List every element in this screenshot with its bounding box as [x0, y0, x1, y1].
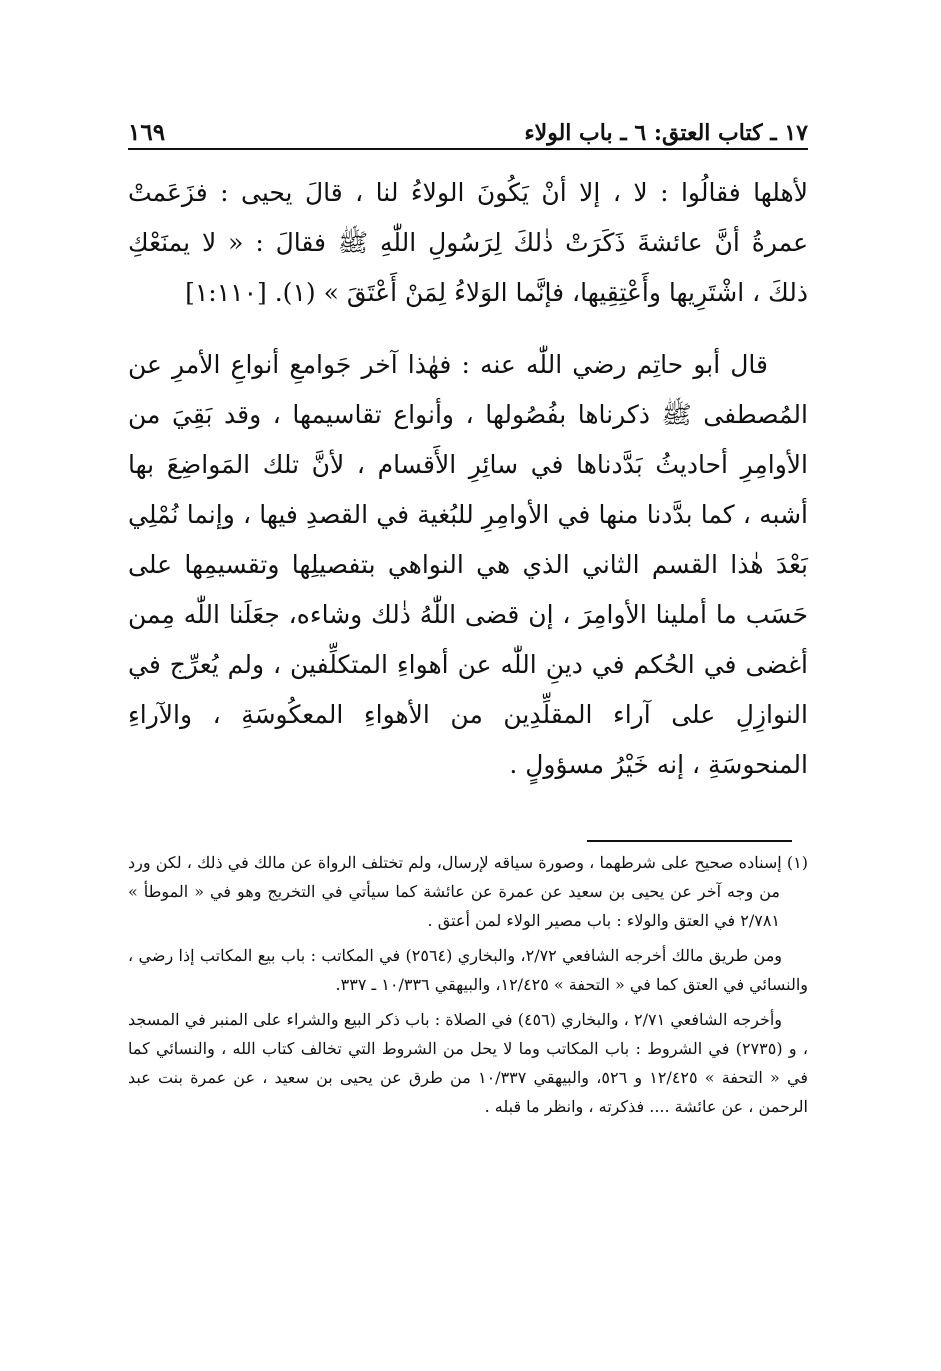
body-paragraph-2: قال أبو حاتِم رضي اللّٰه عنه : فهٰذا آخر جَوامعِ أنواعِ الأمرِ عن المُصطفى ﷺ ذكرناها بفُصُولها ، وأنواع تقاسيمها ، وقد بَقِيَ من الأوامِرِ أحاديثُ بَدَّدناها في سائِرِ الأَقسام ، لأنَّ تلك المَواضِعَ بها أشبه ، كما بدَّدنا منها في الأوامِرِ للبُغية في القصدِ فيها ، وإنما نُمْلِي بَعْدَ هٰذا القسم الثاني الذي هي النواهي بتفصيلِها وتقسيمِها على حَسَب ما أملينا الأوامِرَ ، إن قضى اللّٰهُ ذٰلك وشاءه، جعَلَنا اللّٰه مِمن أغضى في الحُكم في دينِ اللّٰه عن أهواءِ المتكلِّفين ، ولم يُعرِّج في النوازِلِ على آراء المقلِّدِين من الأهواءِ المعكُوسَةِ ، والآراءِ المنحوسَةِ ، إنه خَيْرُ مسؤولٍ . — [128, 350, 808, 779]
footnote-separator — [587, 840, 792, 842]
main-text — [128, 168, 808, 790]
header-rule — [128, 148, 808, 150]
footnotes — [128, 848, 808, 1121]
footnote-1-continuation-2: وأخرجه الشافعي ٢/٧١ ، والبخاري (٤٥٦) في الصلاة : باب ذكر البيع والشراء على المنبر في المسجد ، و (٢٧٣٥) في الشروط : باب المكاتب وما لا يحل من الشروط التي تخالف كتاب الله ، والنسائي كما في « التحفة » ١٢/٤٢٥ و ٥٢٦، والبيهقي ١٠/٣٣٧ من طرق عن يحيى بن سعيد ، عن عمرة بنت عبد الرحمن ، عن عائشة .... فذكرته ، وانظر ما قبله . — [128, 1010, 809, 1116]
footnote-1-continuation-1: ومن طريق مالك أخرجه الشافعي ٢/٧٢، والبخاري (٢٥٦٤) في المكاتب : باب بيع المكاتب إذا رضي ، والنسائي في العتق كما في « التحفة » ١٢/٤٢٥، والبيهقي ١٠/٣٣٦ ـ ٣٣٧. — [128, 946, 808, 994]
footnote-1: (١) إسناده صحيح على شرطهما ، وصورة سياقه لإرسال، ولم تختلف الرواة عن مالك في ذلك ، لكن ورد من وجه آخر عن يحيى بن سعيد عن عمرة عن عائشة كما سيأتي في التخريج وهو في « الموطأ » ٢/٧٨١ في العتق والولاء : باب مصير الولاء لمن أعتق . — [128, 853, 808, 930]
running-title: ١٧ ـ كتاب العتق: ٦ ـ باب الولاء — [524, 120, 808, 146]
body-paragraph-1 — [128, 168, 808, 318]
reference-marker: [١:١١٠] — [185, 278, 267, 307]
page-header — [128, 110, 808, 146]
body-paragraph-1-text: لأهلها فقالُوا : لا ، إلا أنْ يَكُونَ الولاءُ لنا ، قالَ يحيى : فزَعَمتْ عمرةُ أنَّ عائشةَ ذَكَرَتْ ذٰلكَ لِرَسُولِ اللّٰهِ ﷺ فقالَ : « لا يمنَعْكِ ذلكَ ، اشْتَرِيها وأَعْتِقِيها، فإنَّما الوَلاءُ لِمَنْ أَعْتَقَ » (١). — [128, 178, 808, 307]
page-number: ١٦٩ — [128, 119, 166, 146]
